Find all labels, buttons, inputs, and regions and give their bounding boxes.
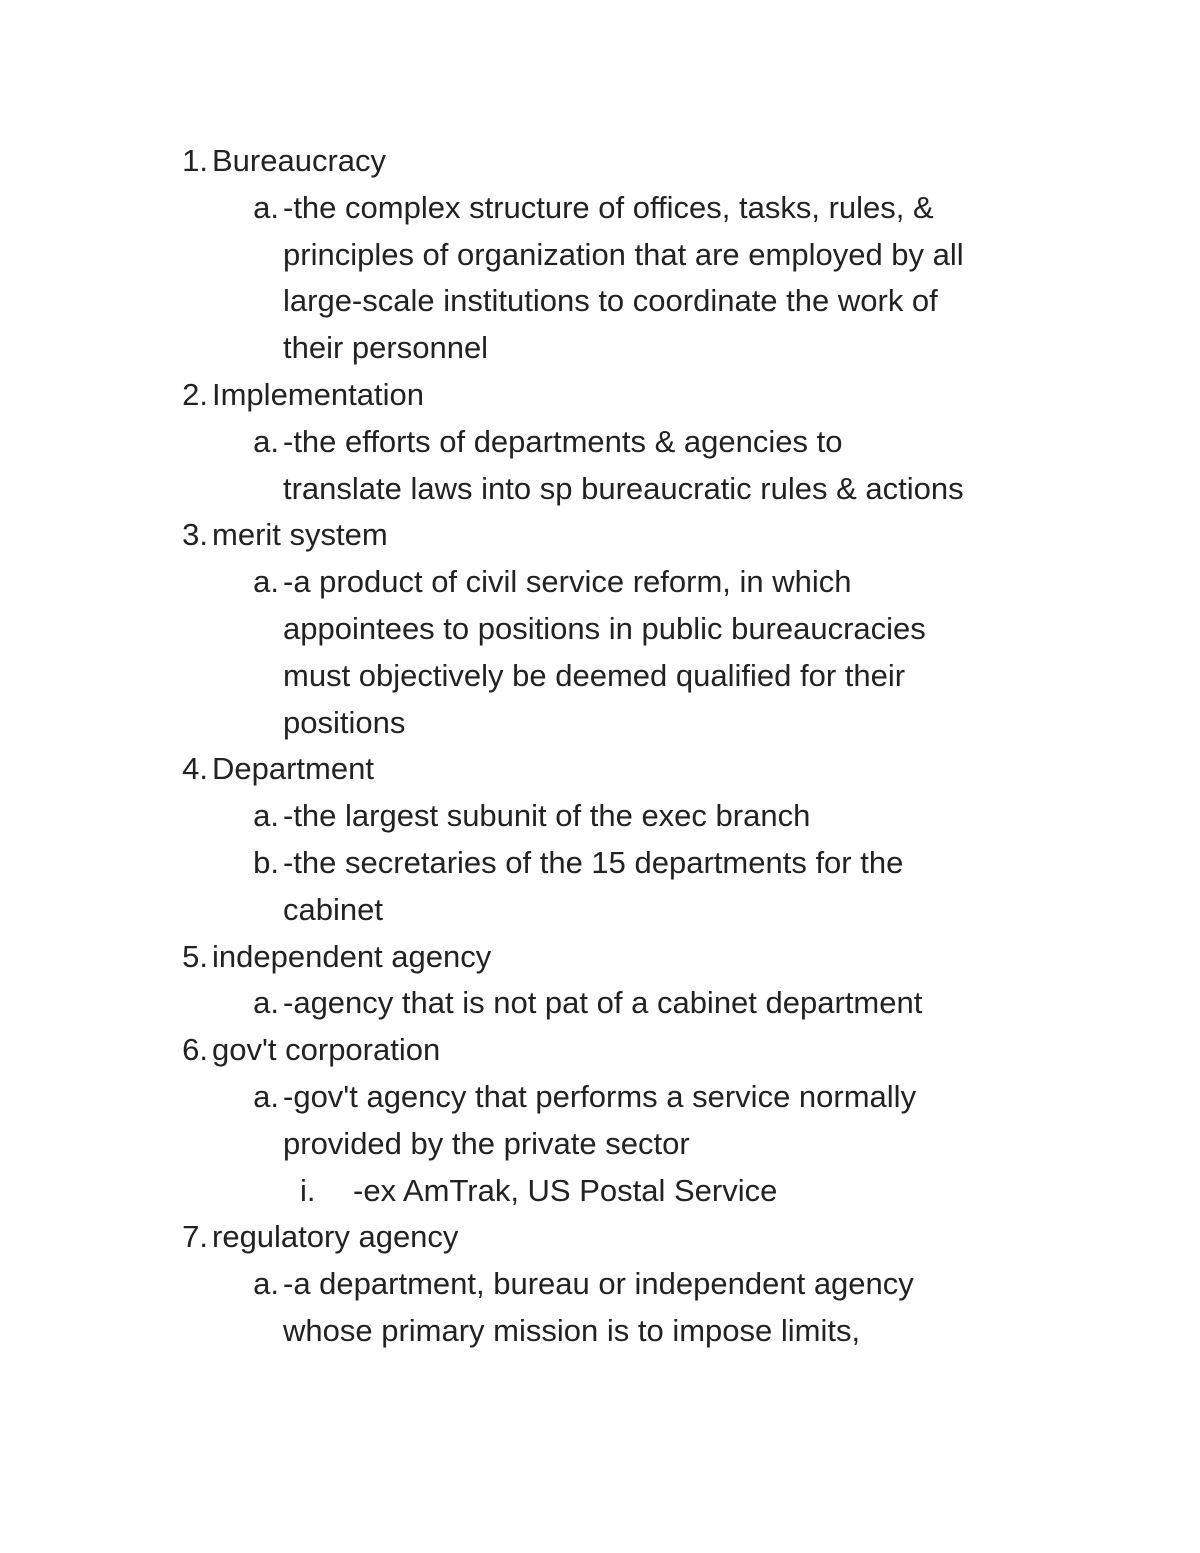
item-term: merit system (212, 517, 388, 553)
item-number: 2. (182, 376, 208, 412)
outline-item (0, 746, 1200, 793)
definition-text: positions (283, 704, 406, 740)
definition-text: -the largest subunit of the exec branch (283, 798, 811, 834)
sub-sub-item (0, 1168, 1200, 1215)
sub-item (0, 185, 1200, 232)
sub-item-continuation (0, 466, 1200, 513)
example-text: -ex AmTrak, US Postal Service (353, 1172, 778, 1208)
definition-text: -the efforts of departments & agencies to (283, 423, 843, 459)
sub-item-marker: a. (253, 1078, 279, 1114)
outline-item (0, 934, 1200, 981)
item-term: Department (212, 751, 374, 787)
definition-text: translate laws into sp bureaucratic rules & actions (283, 470, 964, 506)
sub-item (0, 559, 1200, 606)
sub-item-marker: a. (253, 423, 279, 459)
sub-item-marker: a. (253, 564, 279, 600)
sub-item-continuation (0, 325, 1200, 372)
definition-text: whose primary mission is to impose limits, (283, 1312, 861, 1348)
sub-item (0, 1261, 1200, 1308)
definition-text: -a product of civil service reform, in which (283, 564, 852, 600)
sub-item (0, 1074, 1200, 1121)
definition-text: -the complex structure of offices, tasks, rules, & (283, 189, 934, 225)
item-number: 6. (182, 1032, 208, 1068)
sub-item-continuation (0, 606, 1200, 653)
item-term: regulatory agency (212, 1219, 459, 1255)
item-number: 4. (182, 751, 208, 787)
item-number: 7. (182, 1219, 208, 1255)
item-term: independent agency (212, 938, 492, 974)
definition-text: -a department, bureau or independent agency (283, 1266, 914, 1302)
sub-item-marker: a. (253, 798, 279, 834)
definition-text: their personnel (283, 330, 489, 366)
sub-item (0, 793, 1200, 840)
outline-item (0, 138, 1200, 185)
definition-text: provided by the private sector (283, 1125, 690, 1161)
outline-item (0, 512, 1200, 559)
definition-text: must objectively be deemed qualified for their (283, 657, 906, 693)
item-number: 1. (182, 143, 208, 178)
item-term: Implementation (212, 376, 424, 412)
item-term: Bureaucracy (212, 143, 387, 178)
sub-item-continuation (0, 232, 1200, 279)
sub-item-continuation (0, 1308, 1200, 1355)
sub-item-marker: b. (253, 844, 279, 880)
definition-text: -gov't agency that performs a service normally (283, 1078, 917, 1114)
sub-item-continuation (0, 1121, 1200, 1168)
sub-item (0, 419, 1200, 466)
item-term: gov't corporation (212, 1032, 441, 1068)
sub-item-marker: a. (253, 189, 279, 225)
sub-item-continuation (0, 653, 1200, 700)
sub-item-marker: a. (253, 1266, 279, 1302)
item-number: 3. (182, 517, 208, 553)
sub-item-continuation (0, 700, 1200, 747)
sub-item (0, 840, 1200, 887)
definition-text: -agency that is not pat of a cabinet department (283, 985, 923, 1021)
outline-item (0, 1027, 1200, 1074)
item-number: 5. (182, 938, 208, 974)
outline-item (0, 1214, 1200, 1261)
definition-text: large-scale institutions to coordinate the work of (283, 283, 938, 319)
sub-sub-item-marker: i. (300, 1172, 316, 1208)
definition-text: principles of organization that are employed by all (283, 236, 964, 272)
definition-text: appointees to positions in public bureaucracies (283, 610, 926, 646)
outline-item (0, 372, 1200, 419)
sub-item-marker: a. (253, 985, 279, 1021)
sub-item (0, 980, 1200, 1027)
sub-item-continuation (0, 887, 1200, 934)
definition-text: cabinet (283, 891, 383, 927)
sub-item-continuation (0, 278, 1200, 325)
definition-text: -the secretaries of the 15 departments for the (283, 844, 904, 880)
notes-outline (0, 138, 1200, 1355)
